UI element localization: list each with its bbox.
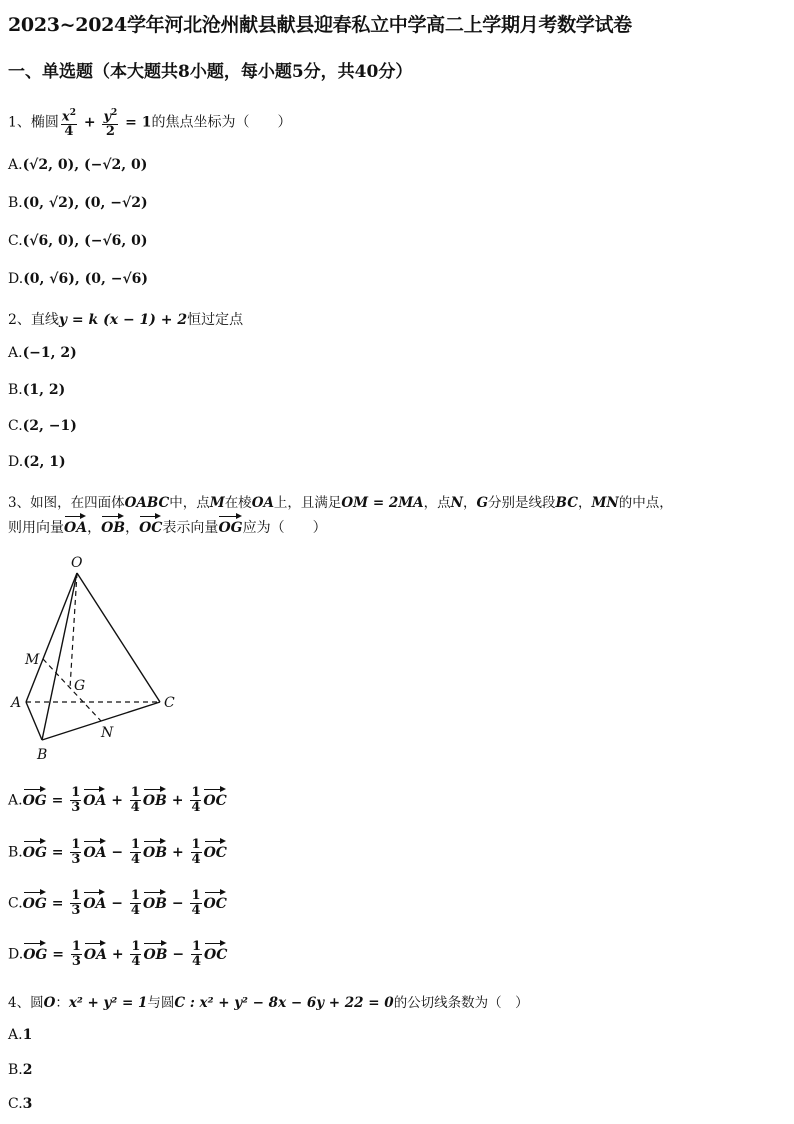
section-heading: 一、单选题（本大题共8小题，每小题5分，共40分） (8, 62, 413, 82)
question-3-option-d[interactable]: D.OG = $\frac{1}{3}$ OA + $\frac{1}{4}$ OB − $\frac{1}{4}$ OC (8, 939, 228, 969)
question-1-option-b[interactable]: B.(0, √2), (0, −√2) (8, 195, 148, 211)
tetrahedron-figure (0, 550, 200, 770)
question-1-option-c[interactable]: C.(√6, 0), (−√6, 0) (8, 233, 148, 249)
label-A: A (11, 695, 22, 711)
edge-OA (26, 573, 77, 702)
label-N: N (101, 725, 114, 741)
question-2-option-d[interactable]: D.(2, 1) (8, 454, 66, 470)
page-title: 2023~2024学年河北沧州献县献县迎春私立中学高二上学期月考数学试卷 (8, 14, 632, 36)
question-3-option-b[interactable]: B.OG = $\frac{1}{3}$ OA − $\frac{1}{4}$ OB + $\frac{1}{4}$ OC (8, 837, 227, 867)
question-4-stem: 4、圆O：x² + y² = 1与圆C : x² + y² − 8x − 6y + 22 = 0的公切线条数为（ ） (8, 995, 529, 1011)
question-2-option-a[interactable]: A.(−1, 2) (8, 345, 77, 361)
question-1-option-d[interactable]: D.(0, √6), (0, −√6) (8, 271, 149, 287)
question-2-option-c[interactable]: C.(2, −1) (8, 418, 77, 434)
segment-MN (43, 659, 101, 721)
question-3-option-c[interactable]: C.OG = $\frac{1}{3}$ OA − $\frac{1}{4}$ OB − $\frac{1}{4}$ OC (8, 888, 227, 918)
question-3-option-a[interactable]: A.OG = $\frac{1}{3}$ OA + $\frac{1}{4}$ OB + $\frac{1}{4}$ OC (8, 785, 227, 815)
label-B: B (37, 747, 48, 763)
edge-AB (26, 702, 42, 740)
question-4-option-b[interactable]: B.2 (8, 1062, 33, 1078)
question-1-stem: 1、椭圆 $\frac{x^2}{4}$ + $\frac{y^2}{2}$ = 1的焦点坐标为（ ） (8, 108, 292, 140)
label-M: M (25, 652, 40, 668)
question-2-option-b[interactable]: B.(1, 2) (8, 382, 66, 398)
question-2-stem: 2、直线y = k (x − 1) + 2恒过定点 (8, 312, 244, 328)
question-1-option-a[interactable]: A.(√2, 0), (−√2, 0) (8, 157, 148, 173)
edge-OC (77, 573, 160, 702)
label-G: G (74, 678, 86, 694)
label-O: O (71, 555, 83, 571)
question-3-stem-line-1: 3、如图，在四面体OABC中，点M在棱OA上，且满足OM = 2MA，点N，G分别是线段BC，MN的中点， (8, 495, 673, 511)
question-4-option-a[interactable]: A.1 (8, 1027, 33, 1043)
label-C: C (164, 695, 175, 711)
question-3-stem-line-2: 则用向量OA，OB，OC表示向量OG应为（ ） (8, 514, 327, 537)
question-4-option-c[interactable]: C.3 (8, 1096, 33, 1112)
